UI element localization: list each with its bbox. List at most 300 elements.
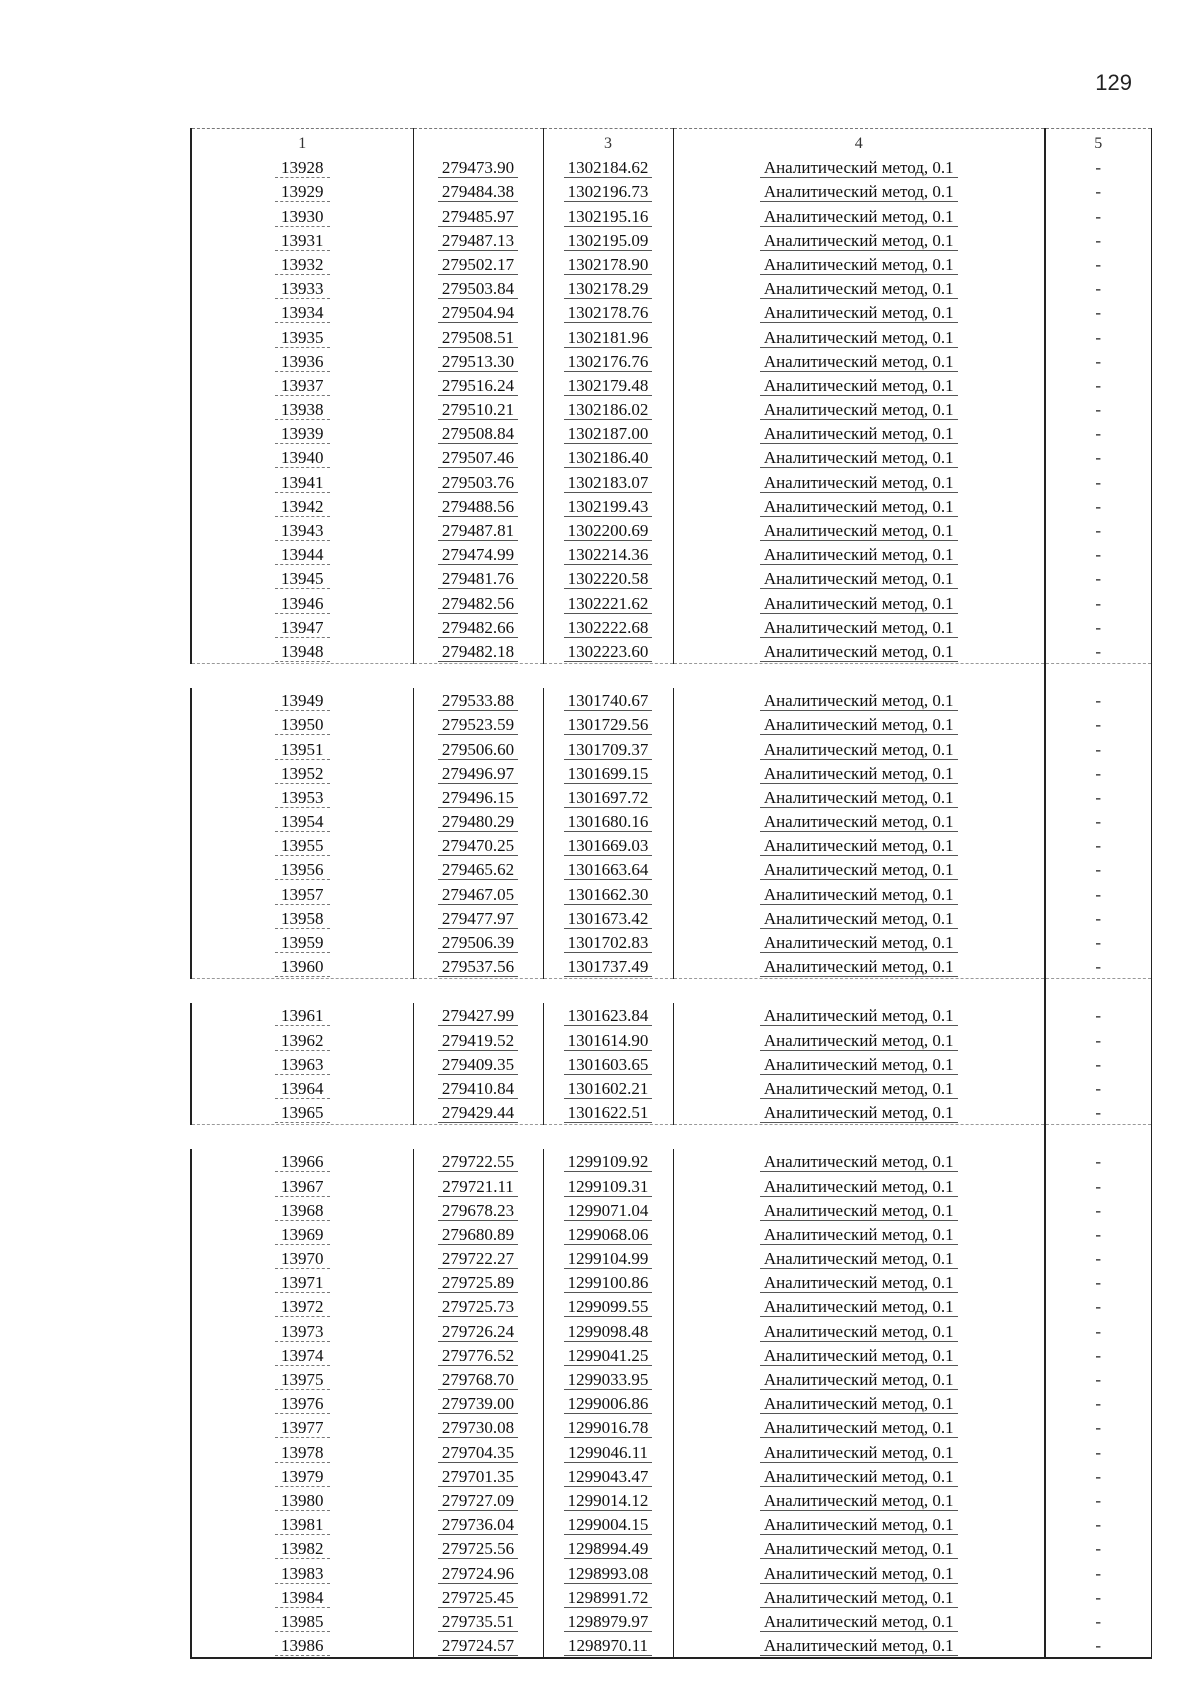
y-coordinate-cell (543, 1585, 673, 1609)
y-coordinate: 1301740.67 (564, 691, 653, 711)
point-number: 13986 (275, 1636, 330, 1656)
y-coordinate-cell (543, 1270, 673, 1294)
x-coordinate: 279768.70 (438, 1370, 518, 1390)
y-coordinate-cell (543, 906, 673, 930)
method-accuracy: Аналитический метод, 0.1 (760, 352, 958, 372)
point-number-cell (191, 809, 413, 833)
method-accuracy-cell (673, 1488, 1045, 1512)
x-coordinate: 279721.11 (438, 1177, 518, 1197)
method-accuracy-cell (673, 1100, 1045, 1125)
table-row (191, 494, 1151, 518)
note-cell (1045, 1149, 1151, 1173)
note-cell (1045, 469, 1151, 493)
table-row (191, 1198, 1151, 1222)
point-number: 13958 (275, 909, 330, 929)
note: - (1095, 1200, 1102, 1220)
point-number-cell (191, 324, 413, 348)
x-coordinate-cell (413, 761, 543, 785)
note: - (1095, 569, 1102, 589)
x-coordinate: 279680.89 (438, 1225, 518, 1245)
note-cell (1045, 1633, 1151, 1658)
y-coordinate: 1301699.15 (564, 764, 653, 784)
x-coordinate-cell (413, 1246, 543, 1270)
point-number: 13961 (275, 1006, 330, 1026)
method-accuracy-cell (673, 736, 1045, 760)
table-row (191, 276, 1151, 300)
note: - (1095, 1224, 1102, 1244)
method-accuracy: Аналитический метод, 0.1 (760, 1273, 958, 1293)
note-cell (1045, 1076, 1151, 1100)
method-accuracy: Аналитический метод, 0.1 (760, 1103, 958, 1123)
point-number: 13950 (275, 715, 330, 735)
separator-cell (543, 663, 673, 688)
x-coordinate-cell (413, 615, 543, 639)
method-accuracy: Аналитический метод, 0.1 (760, 1322, 958, 1342)
note: - (1095, 1273, 1102, 1293)
y-coordinate: 1302178.76 (564, 303, 653, 323)
point-number: 13938 (275, 400, 330, 420)
note-cell (1045, 833, 1151, 857)
y-coordinate: 1302183.07 (564, 473, 653, 493)
y-coordinate-cell (543, 276, 673, 300)
note: - (1095, 1152, 1102, 1172)
note-cell (1045, 954, 1151, 979)
y-coordinate-cell (543, 1367, 673, 1391)
x-coordinate-cell (413, 1052, 543, 1076)
x-coordinate-cell (413, 1270, 543, 1294)
y-coordinate-cell (543, 228, 673, 252)
y-coordinate-cell (543, 1391, 673, 1415)
y-coordinate: 1302178.29 (564, 279, 653, 299)
table-row (191, 833, 1151, 857)
x-coordinate-cell (413, 1609, 543, 1633)
note-cell (1045, 373, 1151, 397)
table-row (191, 809, 1151, 833)
method-accuracy-cell (673, 494, 1045, 518)
y-coordinate: 1298979.97 (564, 1612, 653, 1632)
y-coordinate-cell (543, 1609, 673, 1633)
method-accuracy-cell (673, 1536, 1045, 1560)
note: - (1095, 303, 1102, 323)
y-coordinate: 1302200.69 (564, 521, 653, 541)
method-accuracy: Аналитический метод, 0.1 (760, 473, 958, 493)
method-accuracy: Аналитический метод, 0.1 (760, 1636, 958, 1656)
note: - (1095, 691, 1102, 711)
table-row (191, 688, 1151, 712)
x-coordinate: 279722.55 (438, 1152, 518, 1172)
y-coordinate: 1299100.86 (564, 1273, 653, 1293)
group-separator (191, 1125, 1151, 1150)
method-accuracy: Аналитический метод, 0.1 (760, 1612, 958, 1632)
table-row (191, 1415, 1151, 1439)
method-accuracy-cell (673, 785, 1045, 809)
note-cell (1045, 857, 1151, 881)
x-coordinate: 279533.88 (438, 691, 518, 711)
table-row (191, 1100, 1151, 1125)
x-coordinate: 279502.17 (438, 255, 518, 275)
method-accuracy: Аналитический метод, 0.1 (760, 545, 958, 565)
point-number-cell (191, 228, 413, 252)
note-cell (1045, 1173, 1151, 1197)
y-coordinate: 1301662.30 (564, 885, 653, 905)
note: - (1095, 1563, 1102, 1583)
y-coordinate: 1299016.78 (564, 1418, 653, 1438)
method-accuracy-cell (673, 1222, 1045, 1246)
method-accuracy-cell (673, 1198, 1045, 1222)
table-row (191, 1027, 1151, 1051)
method-accuracy-cell (673, 954, 1045, 979)
table-row (191, 712, 1151, 736)
method-accuracy: Аналитический метод, 0.1 (760, 1201, 958, 1221)
x-coordinate-cell (413, 881, 543, 905)
note-cell (1045, 639, 1151, 664)
table-row (191, 518, 1151, 542)
point-number-cell (191, 761, 413, 785)
x-coordinate-cell (413, 833, 543, 857)
x-coordinate: 279725.73 (438, 1297, 518, 1317)
method-accuracy-cell (673, 1003, 1045, 1027)
point-number: 13932 (275, 255, 330, 275)
note: - (1095, 1587, 1102, 1607)
x-coordinate: 279701.35 (438, 1467, 518, 1487)
point-number-cell (191, 906, 413, 930)
x-coordinate-cell (413, 421, 543, 445)
note-cell (1045, 1464, 1151, 1488)
method-accuracy-cell (673, 688, 1045, 712)
point-number: 13955 (275, 836, 330, 856)
point-number-cell (191, 1318, 413, 1342)
method-accuracy-cell (673, 590, 1045, 614)
method-accuracy-cell (673, 809, 1045, 833)
note-cell (1045, 809, 1151, 833)
point-number: 13937 (275, 376, 330, 396)
x-coordinate: 279487.13 (438, 231, 518, 251)
separator-cell (543, 979, 673, 1004)
y-coordinate-cell (543, 518, 673, 542)
table-row (191, 397, 1151, 421)
y-coordinate-cell (543, 1149, 673, 1173)
x-coordinate-cell (413, 1415, 543, 1439)
table-row (191, 252, 1151, 276)
x-coordinate: 279503.76 (438, 473, 518, 493)
method-accuracy-cell (673, 566, 1045, 590)
y-coordinate-cell (543, 300, 673, 324)
y-coordinate: 1302195.09 (564, 231, 653, 251)
method-accuracy: Аналитический метод, 0.1 (760, 1031, 958, 1051)
x-coordinate: 279474.99 (438, 545, 518, 565)
method-accuracy-cell (673, 1560, 1045, 1584)
point-number-cell (191, 857, 413, 881)
separator-cell (673, 979, 1045, 1004)
method-accuracy: Аналитический метод, 0.1 (760, 1491, 958, 1511)
table-row (191, 590, 1151, 614)
table-row (191, 1003, 1151, 1027)
point-number: 13976 (275, 1394, 330, 1414)
note: - (1095, 230, 1102, 250)
y-coordinate-cell (543, 857, 673, 881)
point-number: 13934 (275, 303, 330, 323)
point-number-cell (191, 1222, 413, 1246)
separator-cell (413, 663, 543, 688)
point-number: 13974 (275, 1346, 330, 1366)
point-number-cell (191, 1198, 413, 1222)
x-coordinate-cell (413, 252, 543, 276)
separator-cell (543, 1125, 673, 1150)
table-row (191, 228, 1151, 252)
y-coordinate: 1299098.48 (564, 1322, 653, 1342)
x-coordinate-cell (413, 300, 543, 324)
method-accuracy: Аналитический метод, 0.1 (760, 521, 958, 541)
note: - (1095, 1054, 1102, 1074)
method-accuracy: Аналитический метод, 0.1 (760, 740, 958, 760)
point-number: 13942 (275, 497, 330, 517)
point-number: 13977 (275, 1418, 330, 1438)
method-accuracy-cell (673, 1052, 1045, 1076)
table-row (191, 615, 1151, 639)
note: - (1095, 400, 1102, 420)
method-accuracy: Аналитический метод, 0.1 (760, 691, 958, 711)
point-number: 13975 (275, 1370, 330, 1390)
note: - (1095, 1515, 1102, 1535)
x-coordinate-cell (413, 1367, 543, 1391)
note: - (1095, 715, 1102, 735)
x-coordinate: 279537.56 (438, 957, 518, 977)
y-coordinate: 1299041.25 (564, 1346, 653, 1366)
method-accuracy: Аналитический метод, 0.1 (760, 1418, 958, 1438)
y-coordinate-cell (543, 566, 673, 590)
separator-cell (1045, 979, 1151, 1004)
note: - (1095, 424, 1102, 444)
x-coordinate: 279727.09 (438, 1491, 518, 1511)
note-cell (1045, 906, 1151, 930)
y-coordinate-cell (543, 833, 673, 857)
note: - (1095, 1321, 1102, 1341)
point-number-cell (191, 518, 413, 542)
x-coordinate-cell (413, 1343, 543, 1367)
point-number: 13945 (275, 569, 330, 589)
point-number-cell (191, 712, 413, 736)
y-coordinate: 1301622.51 (564, 1103, 653, 1123)
y-coordinate: 1299006.86 (564, 1394, 653, 1414)
y-coordinate-cell (543, 421, 673, 445)
group-separator (191, 979, 1151, 1004)
table-row (191, 1488, 1151, 1512)
x-coordinate-cell (413, 857, 543, 881)
y-coordinate: 1301709.37 (564, 740, 653, 760)
method-accuracy: Аналитический метод, 0.1 (760, 1467, 958, 1487)
point-number-cell (191, 349, 413, 373)
note: - (1095, 545, 1102, 565)
table-row (191, 1246, 1151, 1270)
x-coordinate-cell (413, 276, 543, 300)
method-accuracy-cell (673, 373, 1045, 397)
note-cell (1045, 1609, 1151, 1633)
note: - (1095, 787, 1102, 807)
x-coordinate: 279488.56 (438, 497, 518, 517)
y-coordinate: 1299071.04 (564, 1201, 653, 1221)
x-coordinate: 279409.35 (438, 1055, 518, 1075)
note-cell (1045, 615, 1151, 639)
y-coordinate-cell (543, 615, 673, 639)
x-coordinate-cell (413, 445, 543, 469)
x-coordinate-cell (413, 1633, 543, 1658)
x-coordinate-cell (413, 179, 543, 203)
y-coordinate-cell (543, 179, 673, 203)
x-coordinate: 279735.51 (438, 1612, 518, 1632)
point-number-cell (191, 373, 413, 397)
y-coordinate: 1302196.73 (564, 182, 653, 202)
method-accuracy-cell (673, 1415, 1045, 1439)
point-number: 13956 (275, 860, 330, 880)
note: - (1095, 860, 1102, 880)
y-coordinate: 1302220.58 (564, 569, 653, 589)
point-number: 13968 (275, 1201, 330, 1221)
method-accuracy-cell (673, 930, 1045, 954)
x-coordinate-cell (413, 1536, 543, 1560)
x-coordinate: 279508.51 (438, 328, 518, 348)
note: - (1095, 351, 1102, 371)
method-accuracy: Аналитический метод, 0.1 (760, 182, 958, 202)
x-coordinate: 279523.59 (438, 715, 518, 735)
point-number: 13957 (275, 885, 330, 905)
note: - (1095, 1636, 1102, 1656)
method-accuracy: Аналитический метод, 0.1 (760, 569, 958, 589)
y-coordinate-cell (543, 1076, 673, 1100)
note: - (1095, 1442, 1102, 1462)
point-number: 13985 (275, 1612, 330, 1632)
separator-cell (191, 979, 413, 1004)
y-coordinate: 1301614.90 (564, 1031, 653, 1051)
method-accuracy-cell (673, 833, 1045, 857)
method-accuracy: Аналитический метод, 0.1 (760, 1539, 958, 1559)
note-cell (1045, 736, 1151, 760)
method-accuracy: Аналитический метод, 0.1 (760, 860, 958, 880)
point-number: 13979 (275, 1467, 330, 1487)
table-row (191, 1609, 1151, 1633)
y-coordinate: 1299033.95 (564, 1370, 653, 1390)
method-accuracy-cell (673, 324, 1045, 348)
point-number-cell (191, 1294, 413, 1318)
x-coordinate: 279484.38 (438, 182, 518, 202)
method-accuracy-cell (673, 252, 1045, 276)
x-coordinate: 279739.00 (438, 1394, 518, 1414)
note: - (1095, 496, 1102, 516)
separator-cell (191, 1125, 413, 1150)
point-number: 13931 (275, 231, 330, 251)
table-row (191, 930, 1151, 954)
x-coordinate: 279725.45 (438, 1588, 518, 1608)
note-cell (1045, 1343, 1151, 1367)
x-coordinate-cell (413, 1512, 543, 1536)
point-number-cell (191, 1585, 413, 1609)
x-coordinate: 279487.81 (438, 521, 518, 541)
x-coordinate-cell (413, 1391, 543, 1415)
x-coordinate-cell (413, 590, 543, 614)
y-coordinate: 1302186.40 (564, 448, 653, 468)
table-row (191, 785, 1151, 809)
method-accuracy: Аналитический метод, 0.1 (760, 1394, 958, 1414)
group-separator (191, 663, 1151, 688)
y-coordinate: 1299014.12 (564, 1491, 653, 1511)
x-coordinate-cell (413, 1173, 543, 1197)
y-coordinate: 1299109.31 (564, 1177, 653, 1197)
y-coordinate: 1302222.68 (564, 618, 653, 638)
point-number: 13940 (275, 448, 330, 468)
method-accuracy: Аналитический метод, 0.1 (760, 909, 958, 929)
x-coordinate-cell (413, 688, 543, 712)
point-number: 13948 (275, 642, 330, 662)
table-row (191, 445, 1151, 469)
x-coordinate-cell (413, 1149, 543, 1173)
note-cell (1045, 590, 1151, 614)
note-cell (1045, 276, 1151, 300)
x-coordinate-cell (413, 1560, 543, 1584)
x-coordinate-cell (413, 1294, 543, 1318)
y-coordinate: 1301697.72 (564, 788, 653, 808)
y-coordinate-cell (543, 736, 673, 760)
x-coordinate: 279473.90 (438, 158, 518, 178)
y-coordinate: 1299043.47 (564, 1467, 653, 1487)
x-coordinate-cell (413, 566, 543, 590)
point-number-cell (191, 155, 413, 179)
point-number-cell (191, 1343, 413, 1367)
method-accuracy-cell (673, 1439, 1045, 1463)
y-coordinate-cell (543, 590, 673, 614)
table-row (191, 881, 1151, 905)
method-accuracy: Аналитический метод, 0.1 (760, 497, 958, 517)
table-row (191, 1439, 1151, 1463)
point-number: 13982 (275, 1539, 330, 1559)
note-cell (1045, 1052, 1151, 1076)
point-number: 13963 (275, 1055, 330, 1075)
method-accuracy: Аналитический метод, 0.1 (760, 594, 958, 614)
method-accuracy: Аналитический метод, 0.1 (760, 400, 958, 420)
x-coordinate-cell (413, 1318, 543, 1342)
y-coordinate-cell (543, 1173, 673, 1197)
method-accuracy-cell (673, 1246, 1045, 1270)
method-accuracy-cell (673, 1173, 1045, 1197)
method-accuracy: Аналитический метод, 0.1 (760, 279, 958, 299)
table-row (191, 1633, 1151, 1658)
table-row (191, 542, 1151, 566)
point-number-cell (191, 1076, 413, 1100)
y-coordinate-cell (543, 930, 673, 954)
method-accuracy: Аналитический метод, 0.1 (760, 255, 958, 275)
x-coordinate: 279485.97 (438, 207, 518, 227)
x-coordinate-cell (413, 542, 543, 566)
x-coordinate-cell (413, 349, 543, 373)
x-coordinate-cell (413, 1488, 543, 1512)
note-cell (1045, 1512, 1151, 1536)
point-number-cell (191, 1149, 413, 1173)
x-coordinate: 279503.84 (438, 279, 518, 299)
x-coordinate: 279724.96 (438, 1564, 518, 1584)
table-row (191, 954, 1151, 979)
method-accuracy-cell (673, 1391, 1045, 1415)
note: - (1095, 617, 1102, 637)
y-coordinate: 1301737.49 (564, 957, 653, 977)
note-cell (1045, 1222, 1151, 1246)
x-coordinate-cell (413, 373, 543, 397)
y-coordinate: 1302186.02 (564, 400, 653, 420)
y-coordinate: 1302199.43 (564, 497, 653, 517)
method-accuracy: Аналитический метод, 0.1 (760, 231, 958, 251)
note-cell (1045, 542, 1151, 566)
method-accuracy: Аналитический метод, 0.1 (760, 1564, 958, 1584)
method-accuracy-cell (673, 1367, 1045, 1391)
point-number-cell (191, 590, 413, 614)
point-number-cell (191, 1246, 413, 1270)
